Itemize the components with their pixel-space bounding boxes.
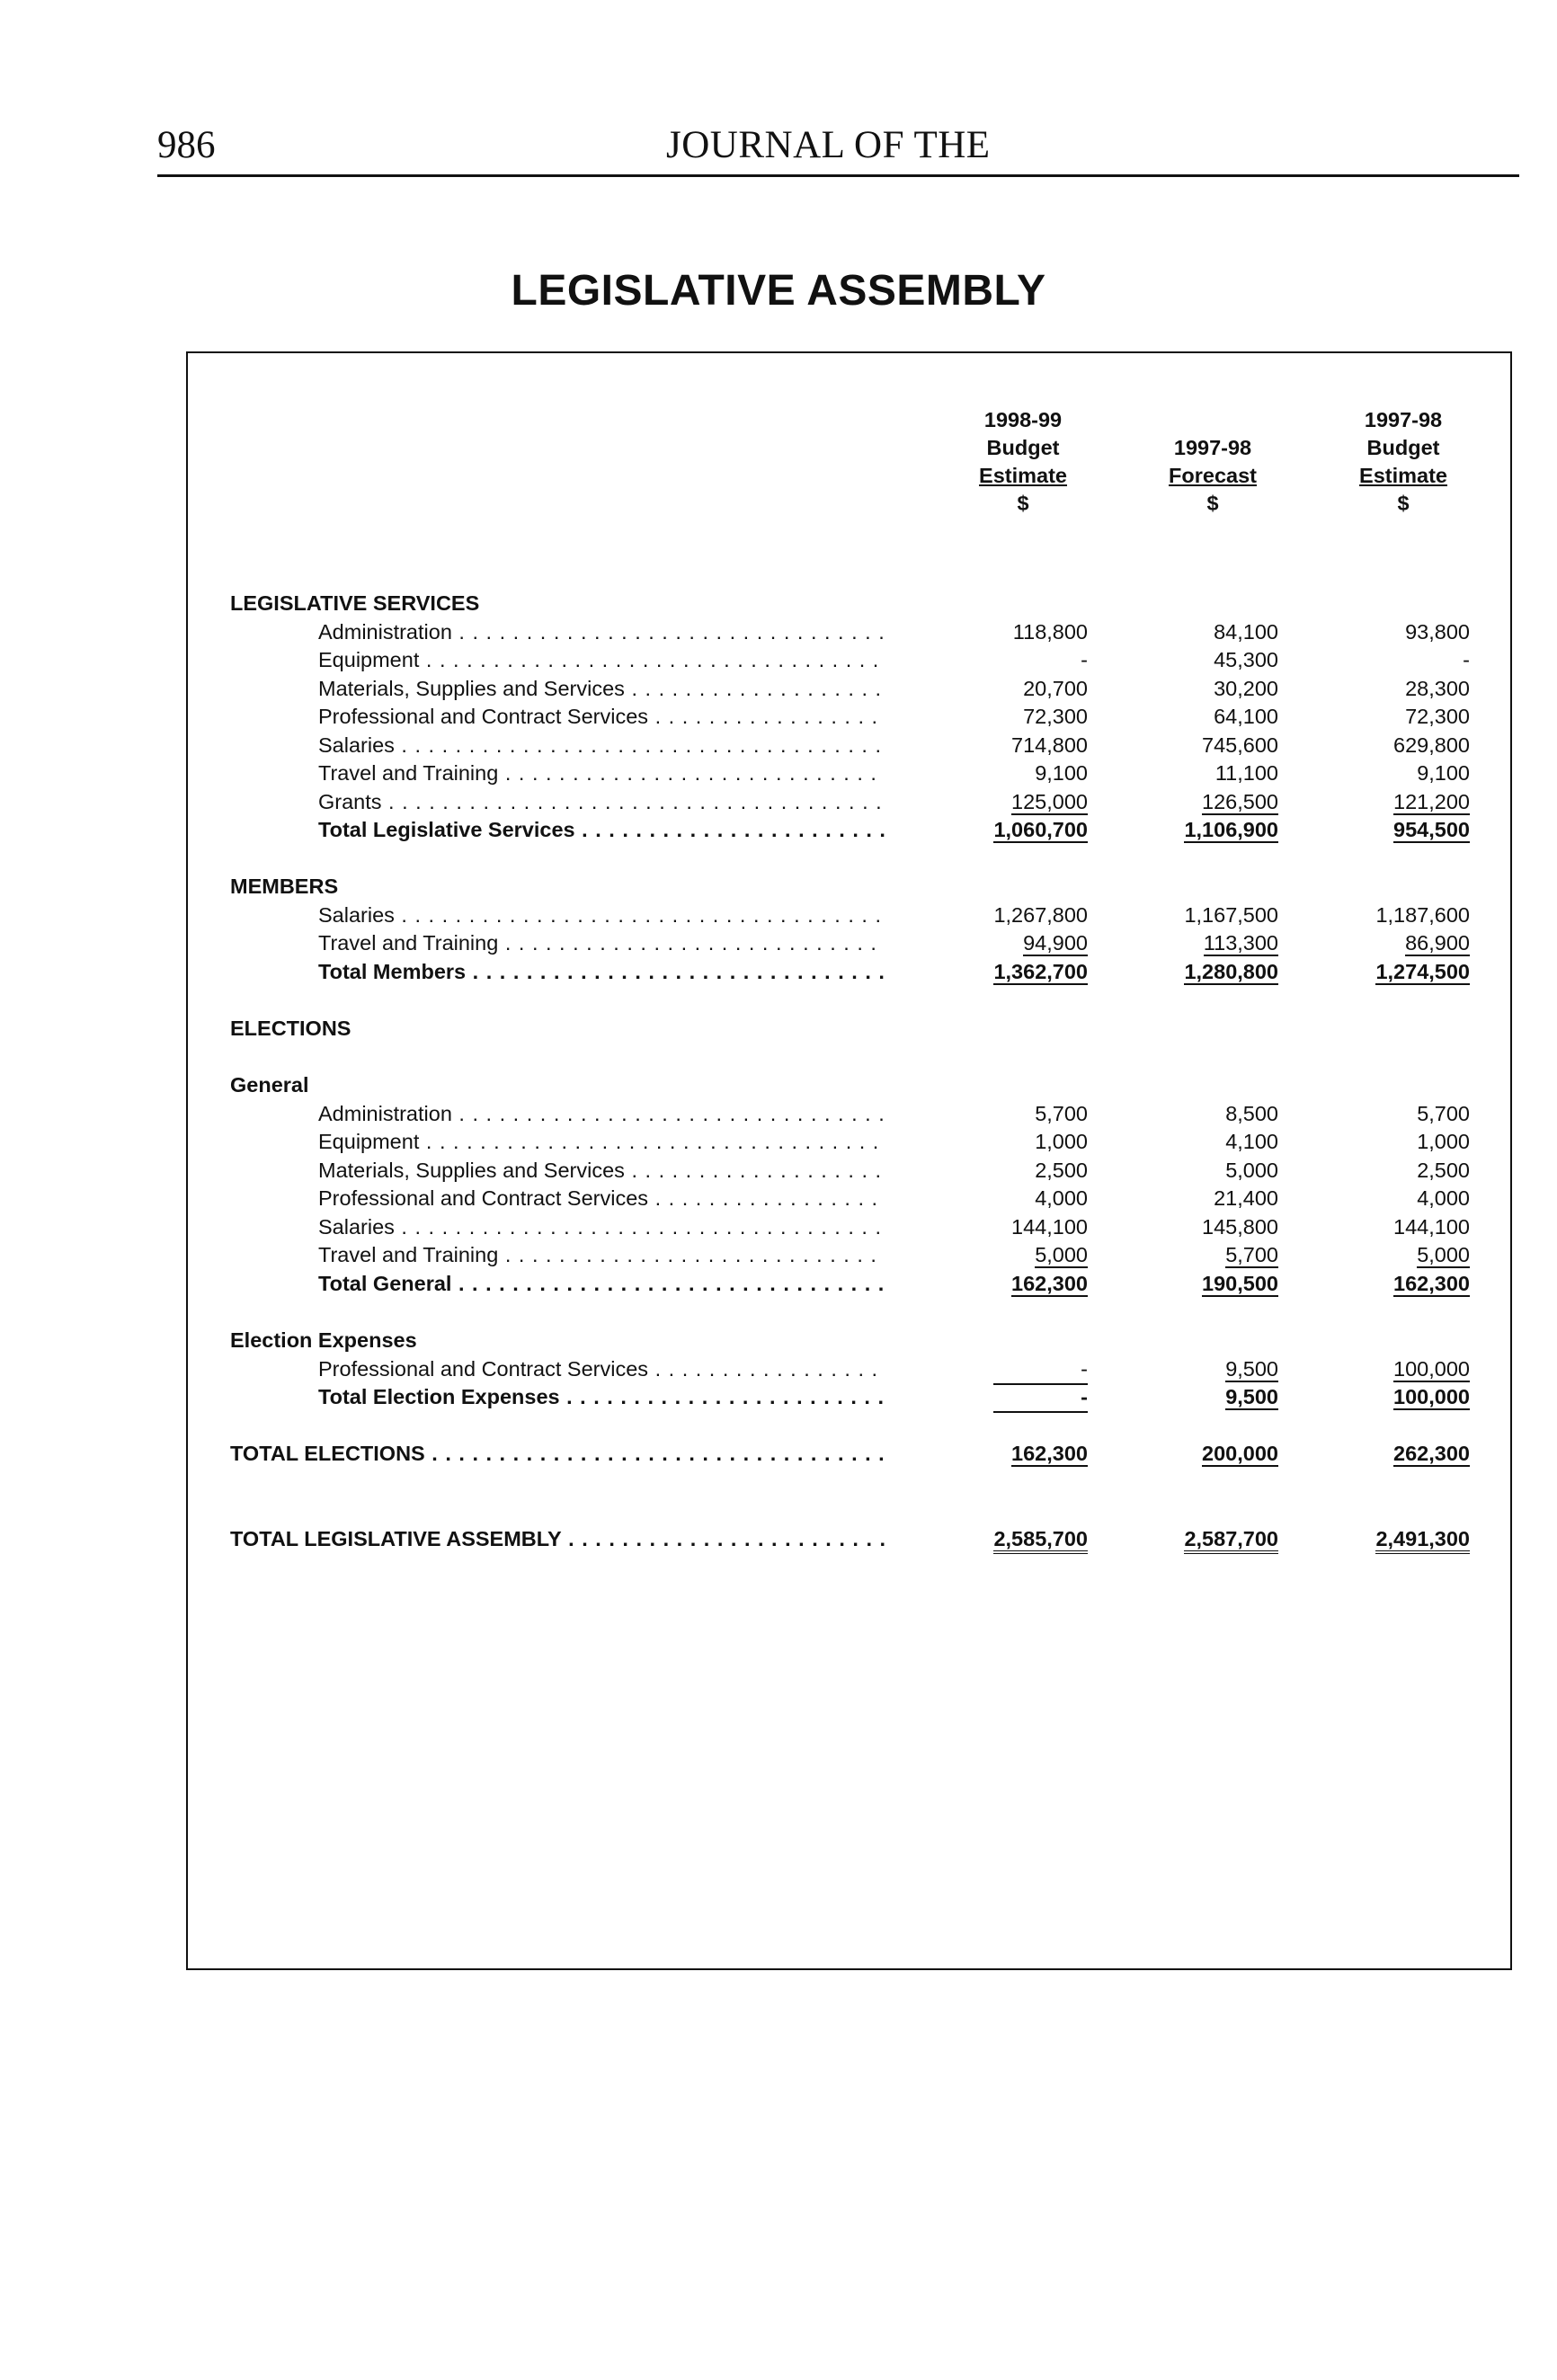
journal-title: JOURNAL OF THE <box>666 124 991 166</box>
cell-value: 126,500 <box>1202 790 1278 813</box>
cell-value: 745,600 <box>1202 733 1278 757</box>
value-cell <box>953 731 1088 759</box>
cell-value: 9,500 <box>1225 1357 1278 1381</box>
value-cell <box>1143 1099 1278 1128</box>
value-cell <box>1335 1524 1470 1553</box>
value-cell <box>953 1099 1088 1128</box>
value-cell <box>1143 1212 1278 1241</box>
cell-value: 1,274,500 <box>1375 960 1470 983</box>
cell-value: 162,300 <box>1011 1442 1088 1465</box>
value-cell <box>953 1269 1088 1298</box>
cell-value: 86,900 <box>1405 931 1470 955</box>
value-cell <box>953 702 1088 731</box>
cell-value: 9,100 <box>1035 761 1088 785</box>
column-header-line: Estimate <box>1359 464 1447 487</box>
cell-value: - <box>1081 648 1088 671</box>
value-cell <box>1335 1156 1470 1185</box>
value-cell <box>953 1184 1088 1212</box>
cell-value: 1,267,800 <box>993 903 1088 927</box>
total-row <box>0 815 1557 844</box>
value-cell <box>1335 1127 1470 1156</box>
cell-value: 100,000 <box>1393 1357 1470 1381</box>
cell-value: 121,200 <box>1393 790 1470 813</box>
cell-value: 28,300 <box>1405 677 1470 700</box>
value-cell <box>1335 1269 1470 1298</box>
table-row <box>0 787 1557 816</box>
total-row <box>0 1524 1557 1553</box>
row-label: Total General . . . <box>318 1269 885 1298</box>
value-cell <box>953 1156 1088 1185</box>
value-cell <box>1143 1269 1278 1298</box>
cell-value: 162,300 <box>1393 1272 1470 1295</box>
row-label: Professional and Contract Services . . . <box>318 702 885 731</box>
column-header-line: Budget <box>1366 436 1440 459</box>
value-cell <box>953 1524 1088 1553</box>
table-row <box>0 1127 1557 1156</box>
cell-value: 9,500 <box>1225 1385 1278 1408</box>
cell-value: 2,491,300 <box>1375 1527 1470 1554</box>
value-cell <box>1143 1439 1278 1468</box>
cell-value: 2,500 <box>1035 1159 1088 1182</box>
value-cell <box>1335 1354 1470 1383</box>
value-cell <box>1335 928 1470 957</box>
cell-value: 5,700 <box>1225 1243 1278 1266</box>
row-label: TOTAL ELECTIONS . . . <box>230 1439 885 1468</box>
value-cell <box>1143 1524 1278 1553</box>
cell-value: 118,800 <box>1012 620 1088 644</box>
row-label: Professional and Contract Services . . . <box>318 1354 885 1383</box>
row-label: TOTAL LEGISLATIVE ASSEMBLY . . . <box>230 1524 885 1553</box>
cell-value: 1,106,900 <box>1184 818 1278 841</box>
table-row <box>0 1354 1557 1383</box>
cell-value: - <box>1463 648 1470 671</box>
cell-value: 5,700 <box>1417 1102 1470 1125</box>
column-header-line: 1997-98 <box>1364 408 1443 431</box>
row-label: Total Legislative Services . . . <box>318 815 885 844</box>
value-cell <box>1143 787 1278 816</box>
cell-value: 94,900 <box>1023 931 1088 955</box>
value-cell <box>1335 815 1470 844</box>
value-cell <box>1143 645 1278 674</box>
value-cell <box>953 957 1088 986</box>
value-cell <box>953 1212 1088 1241</box>
row-label: Travel and Training . . . <box>318 928 885 957</box>
value-cell <box>1143 901 1278 929</box>
total-row <box>0 1382 1557 1411</box>
value-cell <box>953 928 1088 957</box>
row-label: Salaries . . . <box>318 1212 885 1241</box>
table-row <box>0 617 1557 646</box>
row-label: Equipment . . . <box>318 645 885 674</box>
cell-value: 5,000 <box>1035 1243 1088 1266</box>
cell-value: 5,000 <box>1417 1243 1470 1266</box>
value-cell <box>1335 1240 1470 1269</box>
table-row <box>0 645 1557 674</box>
value-cell <box>1143 731 1278 759</box>
cell-value: 2,500 <box>1417 1159 1470 1182</box>
total-row <box>0 1269 1557 1298</box>
cell-value: 9,100 <box>1417 761 1470 785</box>
row-label: Professional and Contract Services . . . <box>318 1184 885 1212</box>
row-label: Salaries . . . <box>318 901 885 929</box>
table-row <box>0 1240 1557 1269</box>
column-header-line: 1997-98 <box>1173 436 1252 459</box>
value-cell <box>953 1127 1088 1156</box>
row-label: Travel and Training . . . <box>318 1240 885 1269</box>
cell-value: 4,000 <box>1035 1186 1088 1210</box>
cell-value: 1,187,600 <box>1375 903 1470 927</box>
value-cell <box>1335 645 1470 674</box>
section-heading <box>0 1070 1557 1099</box>
value-cell <box>1335 1382 1470 1411</box>
cell-value: 20,700 <box>1023 677 1088 700</box>
page-title: LEGISLATIVE ASSEMBLY <box>511 267 1046 315</box>
table-row <box>0 928 1557 957</box>
section-heading <box>0 1326 1557 1354</box>
column-header-line: Estimate <box>979 464 1067 487</box>
value-cell <box>953 674 1088 703</box>
cell-value: 1,362,700 <box>993 960 1088 983</box>
column-header-unit: $ <box>1206 492 1219 515</box>
value-cell <box>1143 1156 1278 1185</box>
value-cell <box>1335 787 1470 816</box>
cell-value: - <box>993 1382 1088 1413</box>
cell-value: 72,300 <box>1405 705 1470 728</box>
value-cell <box>1143 957 1278 986</box>
row-label: Grants . . . <box>318 787 885 816</box>
cell-value: 11,100 <box>1214 761 1278 785</box>
cell-value: 1,000 <box>1417 1130 1470 1153</box>
page-number: 986 <box>157 124 216 166</box>
cell-value: 113,300 <box>1203 931 1278 955</box>
cell-value: 100,000 <box>1393 1385 1470 1408</box>
cell-value: 629,800 <box>1393 733 1470 757</box>
value-cell <box>1335 674 1470 703</box>
total-row <box>0 1439 1557 1468</box>
value-cell <box>953 1354 1088 1385</box>
cell-value: 1,280,800 <box>1184 960 1278 983</box>
value-cell <box>1335 702 1470 731</box>
value-cell <box>1335 1184 1470 1212</box>
column-header-line: 1998-99 <box>983 408 1063 431</box>
table-row <box>0 731 1557 759</box>
table-row <box>0 1212 1557 1241</box>
value-cell <box>1143 1240 1278 1269</box>
table-row <box>0 1156 1557 1185</box>
cell-value: 200,000 <box>1202 1442 1278 1465</box>
cell-value: 64,100 <box>1214 705 1278 728</box>
total-row <box>0 957 1557 986</box>
cell-value: 2,587,700 <box>1184 1527 1278 1554</box>
row-label: General <box>230 1073 309 1097</box>
cell-value: 2,585,700 <box>993 1527 1088 1554</box>
row-label: Total Election Expenses . . . <box>318 1382 885 1411</box>
row-label: LEGISLATIVE SERVICES <box>230 591 480 615</box>
column-header-unit: $ <box>1397 492 1410 515</box>
section-heading <box>0 1014 1557 1043</box>
value-cell <box>1335 759 1470 787</box>
value-cell <box>953 901 1088 929</box>
cell-value: 21,400 <box>1214 1186 1278 1210</box>
value-cell <box>1335 1212 1470 1241</box>
row-label: Travel and Training . . . <box>318 759 885 787</box>
row-label: Equipment . . . <box>318 1127 885 1156</box>
table-row <box>0 1184 1557 1212</box>
column-header-line: Forecast <box>1169 464 1257 487</box>
value-cell <box>953 759 1088 787</box>
row-label: Salaries . . . <box>318 731 885 759</box>
table-row <box>0 901 1557 929</box>
value-cell <box>1335 901 1470 929</box>
cell-value: 4,100 <box>1225 1130 1278 1153</box>
value-cell <box>953 1240 1088 1269</box>
cell-value: 93,800 <box>1405 620 1470 644</box>
cell-value: 30,200 <box>1214 677 1278 700</box>
value-cell <box>1143 617 1278 646</box>
cell-value: - <box>993 1354 1088 1385</box>
cell-value: 8,500 <box>1225 1102 1278 1125</box>
value-cell <box>953 1439 1088 1468</box>
cell-value: 125,000 <box>1011 790 1088 813</box>
row-label: ELECTIONS <box>230 1017 351 1040</box>
cell-value: 1,000 <box>1035 1130 1088 1153</box>
row-label: MEMBERS <box>230 875 339 898</box>
cell-value: 162,300 <box>1011 1272 1088 1295</box>
value-cell <box>1143 759 1278 787</box>
cell-value: 144,100 <box>1011 1215 1088 1239</box>
column-header-line: Budget <box>986 436 1060 459</box>
value-cell <box>953 617 1088 646</box>
value-cell <box>1143 1354 1278 1383</box>
table-row <box>0 1099 1557 1128</box>
table-row <box>0 702 1557 731</box>
cell-value: 1,167,500 <box>1184 903 1278 927</box>
section-heading <box>0 872 1557 901</box>
value-cell <box>1143 674 1278 703</box>
section-heading <box>0 589 1557 617</box>
row-label: Administration . . . <box>318 617 885 646</box>
cell-value: 5,700 <box>1035 1102 1088 1125</box>
value-cell <box>1143 815 1278 844</box>
value-cell <box>1143 928 1278 957</box>
value-cell <box>953 645 1088 674</box>
cell-value: 954,500 <box>1393 818 1470 841</box>
cell-value: 144,100 <box>1393 1215 1470 1239</box>
value-cell <box>1335 731 1470 759</box>
cell-value: 5,000 <box>1225 1159 1278 1182</box>
value-cell <box>1143 1184 1278 1212</box>
cell-value: 45,300 <box>1214 648 1278 671</box>
table-row <box>0 674 1557 703</box>
value-cell <box>953 787 1088 816</box>
column-header-unit: $ <box>1017 492 1029 515</box>
value-cell <box>1335 617 1470 646</box>
cell-value: 714,800 <box>1011 733 1088 757</box>
row-label: Election Expenses <box>230 1328 417 1352</box>
cell-value: 145,800 <box>1202 1215 1278 1239</box>
row-label: Total Members . . . <box>318 957 885 986</box>
cell-value: 262,300 <box>1393 1442 1470 1465</box>
value-cell <box>1143 1382 1278 1411</box>
cell-value: 72,300 <box>1023 705 1088 728</box>
value-cell <box>953 815 1088 844</box>
value-cell <box>1143 1127 1278 1156</box>
cell-value: 4,000 <box>1417 1186 1470 1210</box>
cell-value: 1,060,700 <box>993 818 1088 841</box>
value-cell <box>1335 1439 1470 1468</box>
value-cell <box>953 1382 1088 1413</box>
cell-value: 84,100 <box>1214 620 1278 644</box>
row-label: Materials, Supplies and Services . . . <box>318 1156 885 1185</box>
cell-value: 190,500 <box>1202 1272 1278 1295</box>
value-cell <box>1143 702 1278 731</box>
value-cell <box>1335 1099 1470 1128</box>
value-cell <box>1335 957 1470 986</box>
row-label: Administration . . . <box>318 1099 885 1128</box>
row-label: Materials, Supplies and Services . . . <box>318 674 885 703</box>
table-row <box>0 759 1557 787</box>
